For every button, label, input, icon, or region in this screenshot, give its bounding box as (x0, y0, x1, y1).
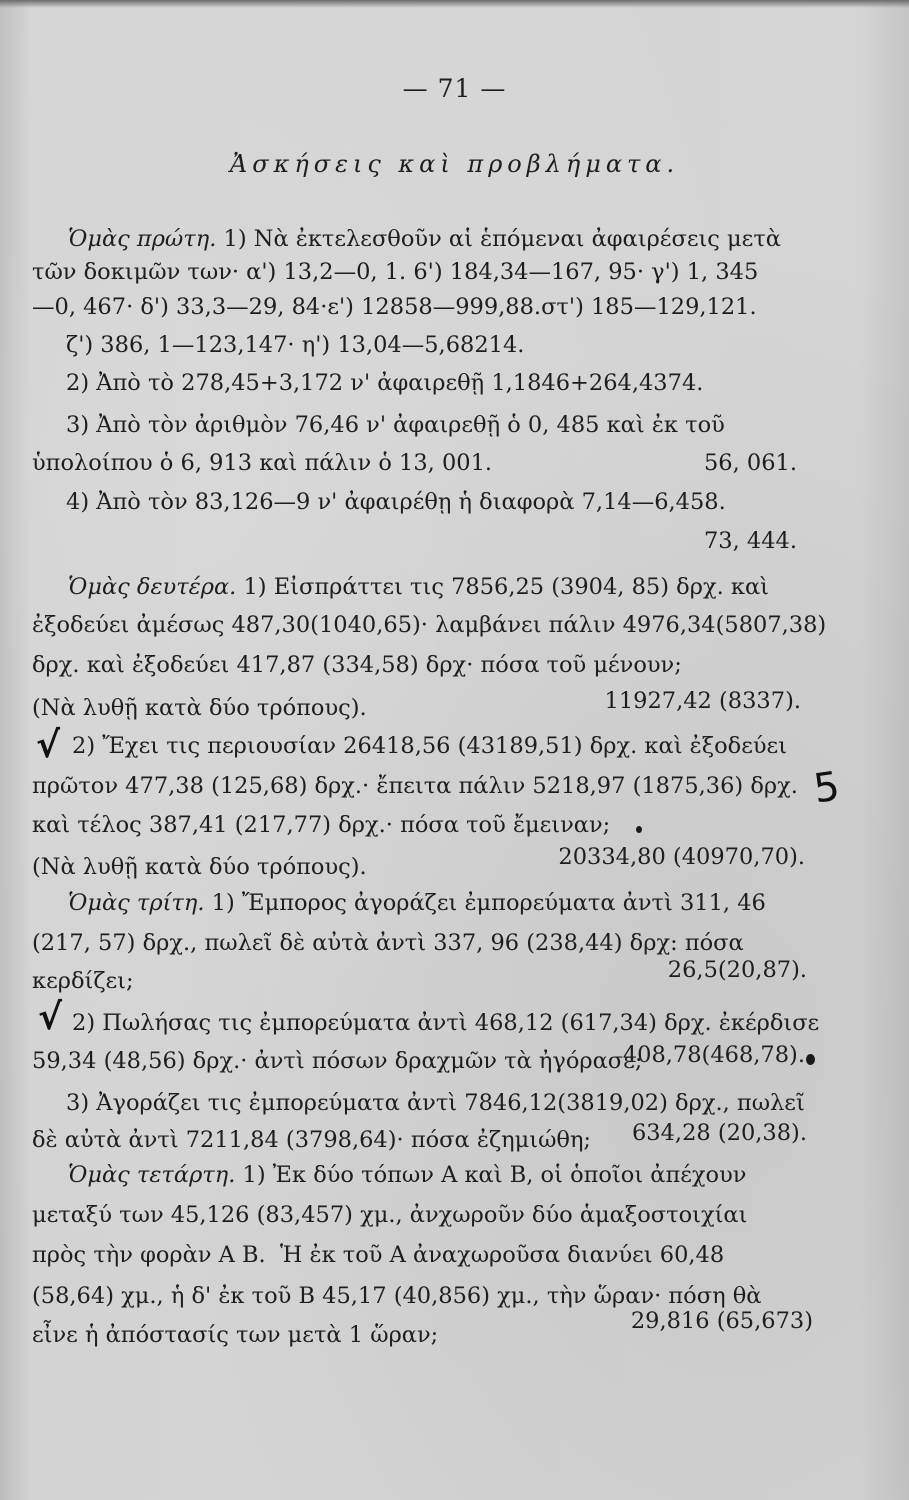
exercise-group-4-first-line (68, 1160, 746, 1190)
exercise-text: 2) Πωλήσας τις ἐμπορεύματα ἀντὶ 468,12 (617,34) δρχ. ἐκέρδισε (72, 1010, 820, 1036)
exercise-text: μεταξύ των 45,126 (83,457) χμ., ἀνχωροῦν δύο ἁμαξοστοιχίαι (32, 1202, 748, 1228)
exercise-text: δὲ αὐτὰ ἀντὶ 7211,84 (3798,64)· πόσα ἐζημιώθη; (32, 1127, 592, 1153)
exercise-text: (Νὰ λυθῇ κατὰ δύο τρόπους). (32, 854, 367, 880)
exercise-text: —0, 467· δ') 33,3—29, 84·ε') 12858—999,88.στ') 185—129,121. (32, 294, 757, 320)
answer: 26,5(20,87). (667, 957, 807, 983)
ink-dot (806, 1054, 815, 1065)
section-heading: Ἀσκήσεις καὶ προβλήματα. (229, 150, 680, 178)
exercise-text: 1) Εἰσπράττει τις 7856,25 (3904, 85) δρχ. καὶ (236, 574, 769, 600)
group-title: Ὁμὰς δευτέρα. (68, 574, 237, 600)
exercise-text: πρὸς τὴν φορὰν Α Β. Ἡ ἐκ τοῦ Α ἀναχωροῦσα διανύει 60,48 (32, 1242, 725, 1268)
exercise-text: 1) Ἔμπορος ἀγοράζει ἐμπορεύματα ἀντὶ 311, 46 (204, 890, 766, 916)
exercise-text: 2) Ἔχει τις περιουσίαν 26418,56 (43189,51) δρχ. καὶ ἐξοδεύει (72, 733, 788, 759)
group-title: Ὁμὰς πρώτη. (68, 226, 217, 252)
answer: 20334,80 (40970,70). (558, 844, 805, 870)
answer: 56, 061. (703, 450, 797, 476)
answer: 11927,42 (8337). (604, 688, 801, 714)
group-title: Ὁμὰς τετάρτη. (68, 1162, 236, 1188)
exercise-text: ὑπολοίπου ὁ 6, 913 καὶ πάλιν ὁ 13, 001. (32, 450, 493, 476)
exercise-text: 4) Ἀπὸ τὸν 83,126—9 ν' ἀφαιρέθῃ ἡ διαφορὰ 7,14—6,458. (66, 489, 726, 515)
exercise-text: πρῶτον 477,38 (125,68) δρχ.· ἔπειτα πάλιν 5218,97 (1875,36) δρχ. (32, 773, 798, 799)
exercise-group-2-first-line (68, 572, 769, 602)
exercise-text: τῶν δοκιμῶν των· α') 13,2—0, 1. 6') 184,34—167, 95· γ') 1, 345 (32, 259, 759, 285)
answer: 73, 444. (703, 528, 797, 554)
ink-dot (636, 826, 642, 833)
exercise-group-1-first-line (68, 224, 781, 254)
handwritten-margin-note: 5 (810, 763, 843, 813)
exercise-text: 1) Νὰ ἐκτελεσθοῦν αἱ ἑπόμεναι ἀφαιρέσεις μετὰ (216, 226, 781, 252)
exercise-text: 1) Ἐκ δύο τόπων Α καὶ Β, οἱ ὁποῖοι ἀπέχουν (235, 1162, 747, 1188)
exercise-text: 59,34 (48,56) δρχ.· ἀντὶ πόσων δραχμῶν τὰ ἠγόρασε; (32, 1048, 643, 1074)
exercise-text: 2) Ἀπὸ τὸ 278,45+3,172 ν' ἀφαιρεθῇ 1,1846+264,4374. (66, 370, 704, 396)
answer: 29,816 (65,673) (630, 1308, 813, 1334)
exercise-text: ζ') 386, 1—123,147· η') 13,04—5,68214. (66, 332, 525, 358)
exercise-text: ἐξοδεύει ἀμέσως 487,30(1040,65)· λαμβάνει πάλιν 4976,34(5807,38) (32, 612, 827, 638)
exercise-group-3-first-line (68, 888, 766, 918)
exercise-text: 3) Ἀπὸ τὸν ἀριθμὸν 76,46 ν' ἀφαιρεθῇ ὁ 0, 485 καὶ ἐκ τοῦ (66, 412, 725, 438)
group-title: Ὁμὰς τρίτη. (68, 890, 205, 916)
answer: 634,28 (20,38). (631, 1120, 807, 1146)
exercise-text: (217, 57) δρχ., πωλεῖ δὲ αὐτὰ ἀντὶ 337, 96 (238,44) δρχ: πόσα (32, 930, 744, 956)
exercise-text: (58,64) χμ., ἡ δ' ἐκ τοῦ Β 45,17 (40,856) χμ., τὴν ὥραν· πόση θὰ (32, 1283, 762, 1309)
exercise-text: 3) Ἀγοράζει τις ἐμπορεύματα ἀντὶ 7846,12(3819,02) δρχ., πωλεῖ (66, 1090, 805, 1116)
exercise-text: κερδίζει; (32, 968, 134, 994)
page-edge-shadow (0, 0, 909, 8)
answer: 408,78(468,78). (622, 1042, 805, 1068)
exercise-text: καὶ τέλος 387,41 (217,77) δρχ.· πόσα τοῦ ἔμειναν; (32, 812, 611, 838)
exercise-text: δρχ. καὶ ἐξοδεύει 417,87 (334,58) δρχ· πόσα τοῦ μένουν; (32, 652, 682, 678)
handwritten-check-mark: √ (38, 997, 63, 1038)
exercise-text: (Νὰ λυθῇ κατὰ δύο τρόπους). (32, 695, 367, 721)
handwritten-check-mark: √ (36, 725, 61, 766)
exercise-text: εἶνε ἡ ἀπόστασίς των μετὰ 1 ὥραν; (32, 1322, 439, 1348)
page-number: — 71 — (402, 74, 507, 103)
